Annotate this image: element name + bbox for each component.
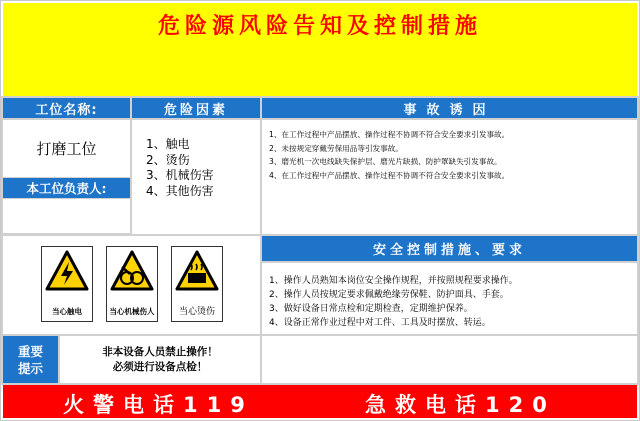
accident-causes-list xyxy=(262,120,637,234)
hazard-item: 4、其他伤害 xyxy=(146,183,214,198)
accident-item: 4、在工作过程中产品摆放、操作过程不协调不符合安全要求引发事故。 xyxy=(269,170,510,180)
emergency-footer xyxy=(3,385,637,418)
burn-hazard-icon xyxy=(175,250,219,292)
header-hazard-factors: 危险因素 xyxy=(132,98,260,118)
important-notice xyxy=(60,336,260,383)
hazard-item: 2、烫伤 xyxy=(146,152,190,167)
hazard-factors-list xyxy=(132,120,260,234)
header-safety-measures: 安全控制措施、要求 xyxy=(262,236,637,261)
sign-caption: 当心触电 xyxy=(52,307,82,316)
sign-burn-hazard xyxy=(171,246,223,322)
header-station-name: 工位名称: xyxy=(3,98,130,118)
warning-signs-panel xyxy=(3,236,260,334)
accident-item: 1、在工作过程中产品摆放、操作过程不协调不符合安全要求引发事故。 xyxy=(269,130,510,139)
sign-machinery-hazard xyxy=(106,246,158,322)
safety-item: 1、操作人员熟知本岗位安全操作规程，并按照规程要求操作。 xyxy=(269,276,518,286)
accident-item: 3、磨光机一次电线缺失保护层、磨光片缺损、防护罩缺失引发事故。 xyxy=(269,157,502,167)
important-label-line: 提示 xyxy=(17,360,43,376)
accident-item: 2、未按规定穿戴劳保用品等引发事故。 xyxy=(269,143,403,153)
important-label xyxy=(3,336,58,383)
owner-value xyxy=(3,199,130,233)
station-name-value: 打磨工位 xyxy=(3,120,130,177)
header-accident-causes: 事故诱因 xyxy=(262,98,637,118)
fire-phone: 火警电话119 xyxy=(63,393,254,417)
sign-electric-shock xyxy=(41,246,93,322)
notice-line: 必须进行设备点检！ xyxy=(112,360,208,373)
title-banner xyxy=(3,3,637,96)
sign-caption: 当心烫伤 xyxy=(178,307,215,317)
machinery-hazard-icon xyxy=(110,250,154,292)
safety-measures-list xyxy=(262,263,637,334)
safety-item: 2、操作人员按规定要求佩戴绝缘劳保鞋、防护面具、手套。 xyxy=(269,290,509,300)
hazard-item: 1、触电 xyxy=(146,137,190,151)
board-title: 危险源风险告知及控制措施 xyxy=(157,14,482,39)
safety-item: 3、做好设备日常点检和定期检查，定期维护保养。 xyxy=(269,304,473,314)
notice-line: 非本设备人员禁止操作！ xyxy=(102,345,218,358)
electric-shock-icon xyxy=(45,250,89,292)
important-label-line: 重要 xyxy=(17,343,43,359)
hazard-item: 3、机械伤害 xyxy=(146,168,214,182)
sign-caption: 当心机械伤人 xyxy=(109,307,155,316)
owner-label: 本工位负责人: xyxy=(3,178,130,198)
blank-area xyxy=(262,336,637,383)
first-aid-phone: 急救电话120 xyxy=(365,393,556,417)
safety-item: 4、设备正常作业过程中对工件、工具及时摆放、转运。 xyxy=(269,318,491,328)
